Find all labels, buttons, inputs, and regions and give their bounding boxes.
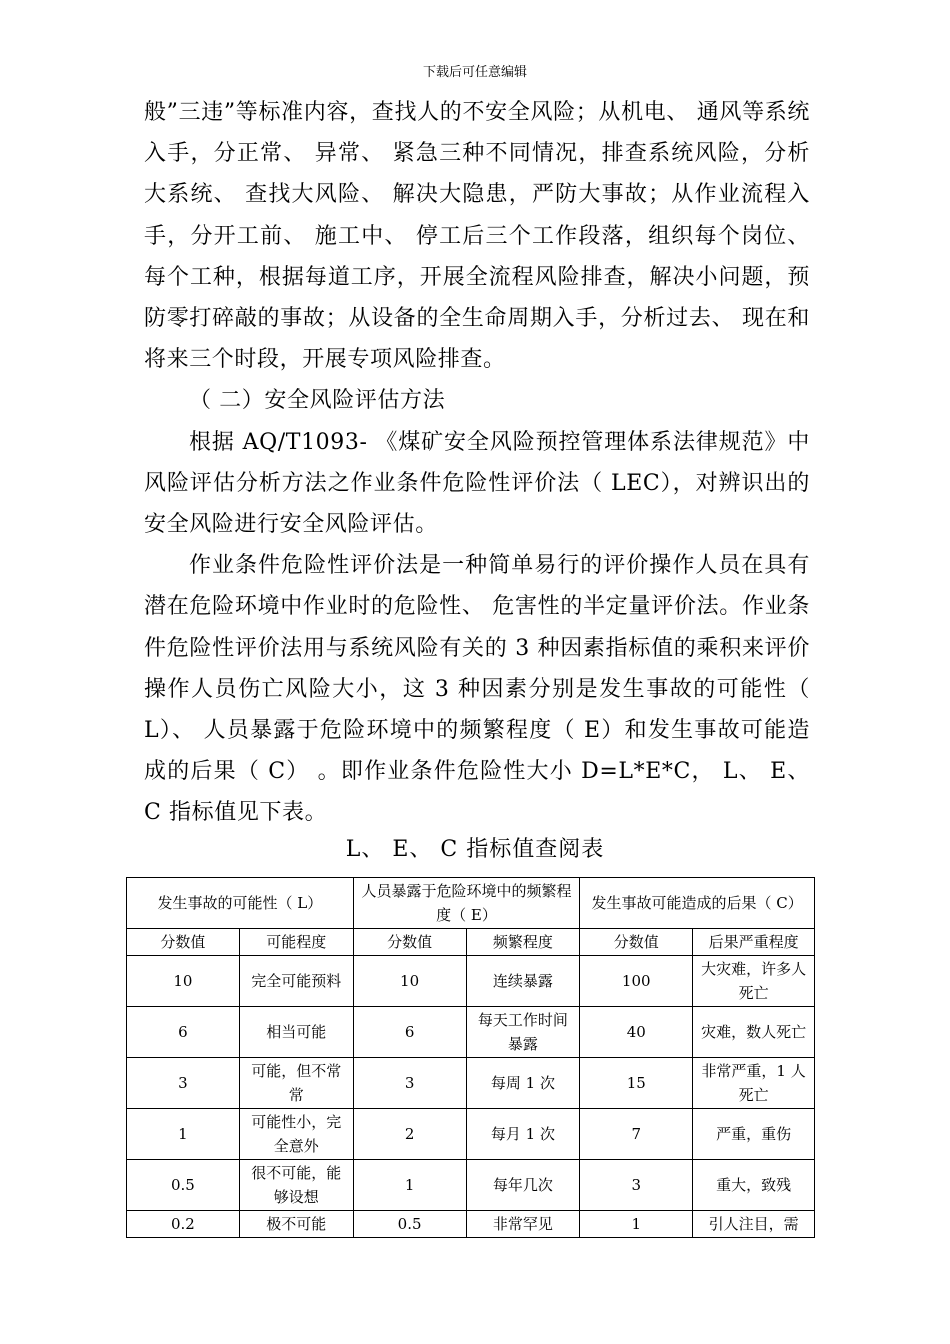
table-row — [127, 1109, 815, 1160]
table-cell: 非常罕见 — [466, 1211, 580, 1238]
table-row — [127, 1160, 815, 1211]
paragraph-lec-explanation: 作业条件危险性评价法是一种简单易行的评价操作人员在具有潜在危险环境中作业时的危险性、 危害性的半定量评价法。作业条件危险性评价法用与系统风险有关的 3 种因素指标值的乘积来评价操作人员伤亡风险大小，这 3 种因素分别是发生事故的可能性（ L）、 人员暴露于危险环境中的频繁程度（ E）和发生事故可能造成的后果（ C） 。即作业条件危险性大小 D=L*E*C， L、 E、 C 指标值见下表。 — [144, 553, 810, 826]
table-cell: 灾难，数人死亡 — [693, 1007, 815, 1058]
group-header-consequence: 发生事故可能造成的后果（ C） — [580, 878, 815, 929]
table-row — [127, 1007, 815, 1058]
paragraph-lec-method: 根据 AQ/T1093- 《煤矿安全风险预控管理体系法律规范》中风险评估分析方法之作业条件危险性评价法（ LEC），对辨识出的安全风险进行安全风险评估。 — [144, 429, 810, 538]
table-cell: 3 — [127, 1058, 240, 1109]
paragraph-risk-identification: 般”三违”等标准内容，查找人的不安全风险；从机电、 通风等系统入手，分正常、 异常、 紧急三种不同情况，排查系统风险，分析大系统、 查找大风险、 解决大隐患，严防大事故；从作业流程入手，分开工前、 施工中、 停工后三个工作段落，组织每个岗位、 每个工种，根据每道工序，开展全流程风险排查，解决小问题，预防零打碎敲的事故；从设备的全生命周期入手，分析过去、 现在和将来三个时段，开展专项风险排查。 — [144, 100, 810, 373]
table-cell: 6 — [353, 1007, 466, 1058]
table-cell: 非常严重，1 人死亡 — [693, 1058, 815, 1109]
subheader-cell: 可能程度 — [239, 929, 353, 956]
table-cell: 40 — [580, 1007, 693, 1058]
table-cell: 100 — [580, 956, 693, 1007]
subheader-cell: 分数值 — [353, 929, 466, 956]
table-cell: 15 — [580, 1058, 693, 1109]
table-cell: 每月 1 次 — [466, 1109, 580, 1160]
table-cell: 0.5 — [353, 1211, 466, 1238]
body-text — [144, 92, 810, 834]
table-cell: 极不可能 — [239, 1211, 353, 1238]
table-cell: 6 — [127, 1007, 240, 1058]
table-cell: 相当可能 — [239, 1007, 353, 1058]
table-group-header-row — [127, 878, 815, 929]
table-title: L、 E、 C 指标值查阅表 — [345, 837, 605, 862]
table-cell: 大灾难，许多人死亡 — [693, 956, 815, 1007]
table-cell: 可能，但不常常 — [239, 1058, 353, 1109]
table-cell: 引人注目，需 — [693, 1211, 815, 1238]
subheader-cell: 频繁程度 — [466, 929, 580, 956]
table-cell: 7 — [580, 1109, 693, 1160]
table-row — [127, 956, 815, 1007]
table-cell: 1 — [580, 1211, 693, 1238]
table-cell: 连续暴露 — [466, 956, 580, 1007]
table-cell: 0.2 — [127, 1211, 240, 1238]
table-cell: 每天工作时间暴露 — [466, 1007, 580, 1058]
table-cell: 10 — [127, 956, 240, 1007]
table-cell: 1 — [127, 1109, 240, 1160]
subheader-cell: 分数值 — [580, 929, 693, 956]
table-cell: 每年几次 — [466, 1160, 580, 1211]
table-cell: 很不可能，能够设想 — [239, 1160, 353, 1211]
table-subheader-row — [127, 929, 815, 956]
subheader-cell: 后果严重程度 — [693, 929, 815, 956]
lec-index-table — [126, 877, 815, 1238]
table-cell: 完全可能预料 — [239, 956, 353, 1007]
section-heading-assessment-method: （ 二）安全风险评估方法 — [189, 388, 446, 414]
group-header-likelihood: 发生事故的可能性（ L） — [127, 878, 354, 929]
table-cell: 每周 1 次 — [466, 1058, 580, 1109]
group-header-exposure: 人员暴露于危险环境中的频繁程度（ E） — [353, 878, 580, 929]
table-cell: 0.5 — [127, 1160, 240, 1211]
table-row — [127, 1058, 815, 1109]
page-header: 下载后可任意编辑 — [422, 65, 527, 80]
table-row — [127, 1211, 815, 1238]
table-cell: 3 — [353, 1058, 466, 1109]
table-cell: 3 — [580, 1160, 693, 1211]
table-cell: 严重，重伤 — [693, 1109, 815, 1160]
table-cell: 1 — [353, 1160, 466, 1211]
table-cell: 10 — [353, 956, 466, 1007]
table-cell: 可能性小，完全意外 — [239, 1109, 353, 1160]
table-cell: 重大，致残 — [693, 1160, 815, 1211]
subheader-cell: 分数值 — [127, 929, 240, 956]
table-cell: 2 — [353, 1109, 466, 1160]
